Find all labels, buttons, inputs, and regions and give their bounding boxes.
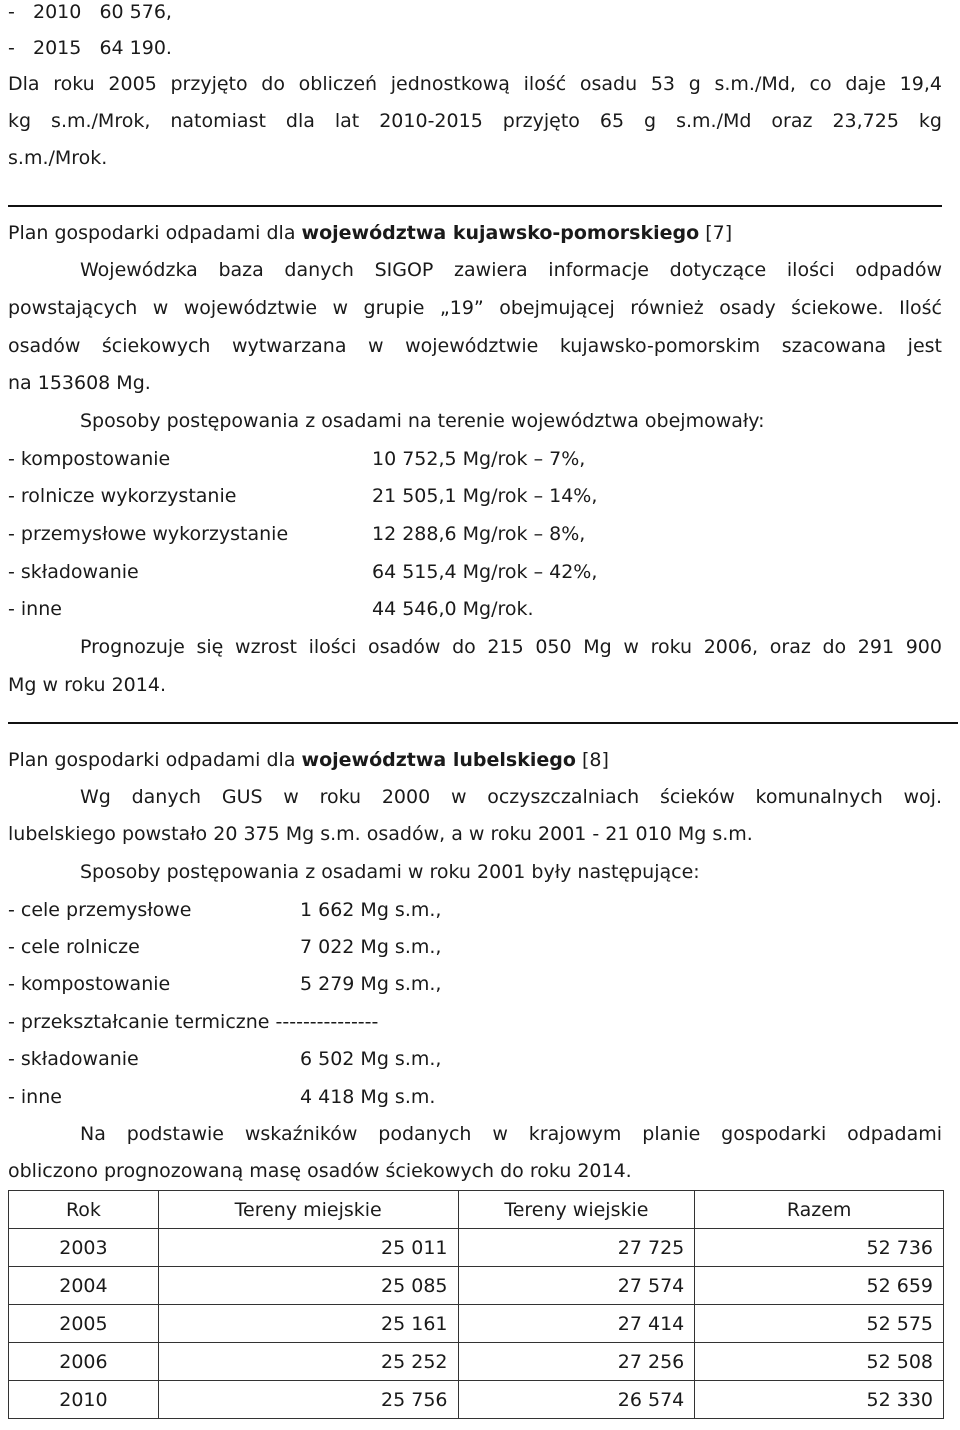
list-item-label: - cele przemysłowe: [8, 899, 192, 921]
paragraph-line: osadów ściekowych wytwarzana w województwie kujawsko-pomorskim szacowana jest: [8, 335, 942, 357]
table-cell: 52 575: [695, 1305, 944, 1343]
list-item-value: 1 662 Mg s.m.,: [300, 899, 442, 921]
section-heading: Plan gospodarki odpadami dla województwa lubelskiego [8]: [8, 749, 609, 771]
list-item-value: 44 546,0 Mg/rok.: [372, 598, 534, 620]
paragraph-line: Sposoby postępowania z osadami na terenie województwa obejmowały:: [80, 410, 765, 432]
paragraph-line: s.m./Mrok.: [8, 147, 108, 169]
list-item-label: - rolnicze wykorzystanie: [8, 485, 237, 507]
column-header: Rok: [9, 1191, 159, 1229]
table-cell: 2010: [9, 1381, 159, 1419]
list-item-label: - kompostowanie: [8, 448, 171, 470]
paragraph-line: powstających w województwie w grupie „19” obejmującej również osady ściekowe. Ilość: [8, 297, 942, 319]
table-row: [9, 1267, 944, 1305]
paragraph-line: obliczono prognozowaną masę osadów ściekowych do roku 2014.: [8, 1160, 632, 1182]
table-row: [9, 1343, 944, 1381]
list-item-value: 10 752,5 Mg/rok – 7%,: [372, 448, 586, 470]
table-cell: 52 659: [695, 1267, 944, 1305]
paragraph-line: Wg danych GUS w roku 2000 w oczyszczalniach ścieków komunalnych woj.: [80, 786, 942, 808]
list-item-value: 5 279 Mg s.m.,: [300, 973, 442, 995]
paragraph-line: Dla roku 2005 przyjęto do obliczeń jednostkową ilość osadu 53 g s.m./Md, co daje 19,4: [8, 73, 942, 95]
table-cell: 27 574: [458, 1267, 695, 1305]
table-cell: 27 256: [458, 1343, 695, 1381]
list-item-value: 7 022 Mg s.m.,: [300, 936, 442, 958]
paragraph-line: Prognozuje się wzrost ilości osadów do 215 050 Mg w roku 2006, oraz do 291 900: [80, 636, 942, 658]
paragraph-line: Sposoby postępowania z osadami w roku 2001 były następujące:: [80, 861, 700, 883]
section-heading: Plan gospodarki odpadami dla województwa kujawsko-pomorskiego [7]: [8, 222, 733, 244]
heading-bold: województwa kujawsko-pomorskiego: [301, 222, 700, 244]
column-header: Tereny wiejskie: [458, 1191, 695, 1229]
table-cell: 25 011: [158, 1229, 458, 1267]
list-item-value: 4 418 Mg s.m.: [300, 1086, 436, 1108]
table-cell: 27 725: [458, 1229, 695, 1267]
table-cell: 25 161: [158, 1305, 458, 1343]
table-cell: 26 574: [458, 1381, 695, 1419]
list-item-label: - przemysłowe wykorzystanie: [8, 523, 289, 545]
table-cell: 52 330: [695, 1381, 944, 1419]
heading-bold: województwa lubelskiego: [301, 749, 576, 771]
list-item: - 2015 64 190.: [8, 37, 172, 59]
table-cell: 52 508: [695, 1343, 944, 1381]
list-item-label: - składowanie: [8, 1048, 139, 1070]
list-item-value: 12 288,6 Mg/rok – 8%,: [372, 523, 586, 545]
table-cell: 2006: [9, 1343, 159, 1381]
table-row: [9, 1305, 944, 1343]
list-item-label: - inne: [8, 598, 62, 620]
list-item-label: - przekształcanie termiczne ---------------: [8, 1011, 379, 1033]
list-item-label: - kompostowanie: [8, 973, 171, 995]
table-row: [9, 1229, 944, 1267]
sludge-forecast-table: [8, 1190, 944, 1419]
list-item-label: - inne: [8, 1086, 62, 1108]
table-header-row: [9, 1191, 944, 1229]
table-cell: 27 414: [458, 1305, 695, 1343]
list-item-value: 21 505,1 Mg/rok – 14%,: [372, 485, 598, 507]
paragraph-line: Wojewódzka baza danych SIGOP zawiera informacje dotyczące ilości odpadów: [80, 259, 942, 281]
paragraph-line: lubelskiego powstało 20 375 Mg s.m. osadów, a w roku 2001 - 21 010 Mg s.m.: [8, 823, 753, 845]
list-item-value: 6 502 Mg s.m.,: [300, 1048, 442, 1070]
column-header: Tereny miejskie: [158, 1191, 458, 1229]
table-cell: 25 756: [158, 1381, 458, 1419]
table-row: [9, 1381, 944, 1419]
table-cell: 25 252: [158, 1343, 458, 1381]
list-item: - 2010 60 576,: [8, 1, 172, 23]
paragraph-line: na 153608 Mg.: [8, 372, 151, 394]
table-cell: 2005: [9, 1305, 159, 1343]
paragraph-line: kg s.m./Mrok, natomiast dla lat 2010-2015 przyjęto 65 g s.m./Md oraz 23,725 kg: [8, 110, 942, 132]
list-item-label: - składowanie: [8, 561, 139, 583]
divider: [8, 205, 942, 207]
table-cell: 25 085: [158, 1267, 458, 1305]
table-cell: 2004: [9, 1267, 159, 1305]
divider: [8, 722, 958, 724]
paragraph-line: Na podstawie wskaźników podanych w krajowym planie gospodarki odpadami: [80, 1123, 942, 1145]
table-cell: 2003: [9, 1229, 159, 1267]
column-header: Razem: [695, 1191, 944, 1229]
list-item-label: - cele rolnicze: [8, 936, 140, 958]
list-item-value: 64 515,4 Mg/rok – 42%,: [372, 561, 598, 583]
table-cell: 52 736: [695, 1229, 944, 1267]
paragraph-line: Mg w roku 2014.: [8, 674, 166, 696]
